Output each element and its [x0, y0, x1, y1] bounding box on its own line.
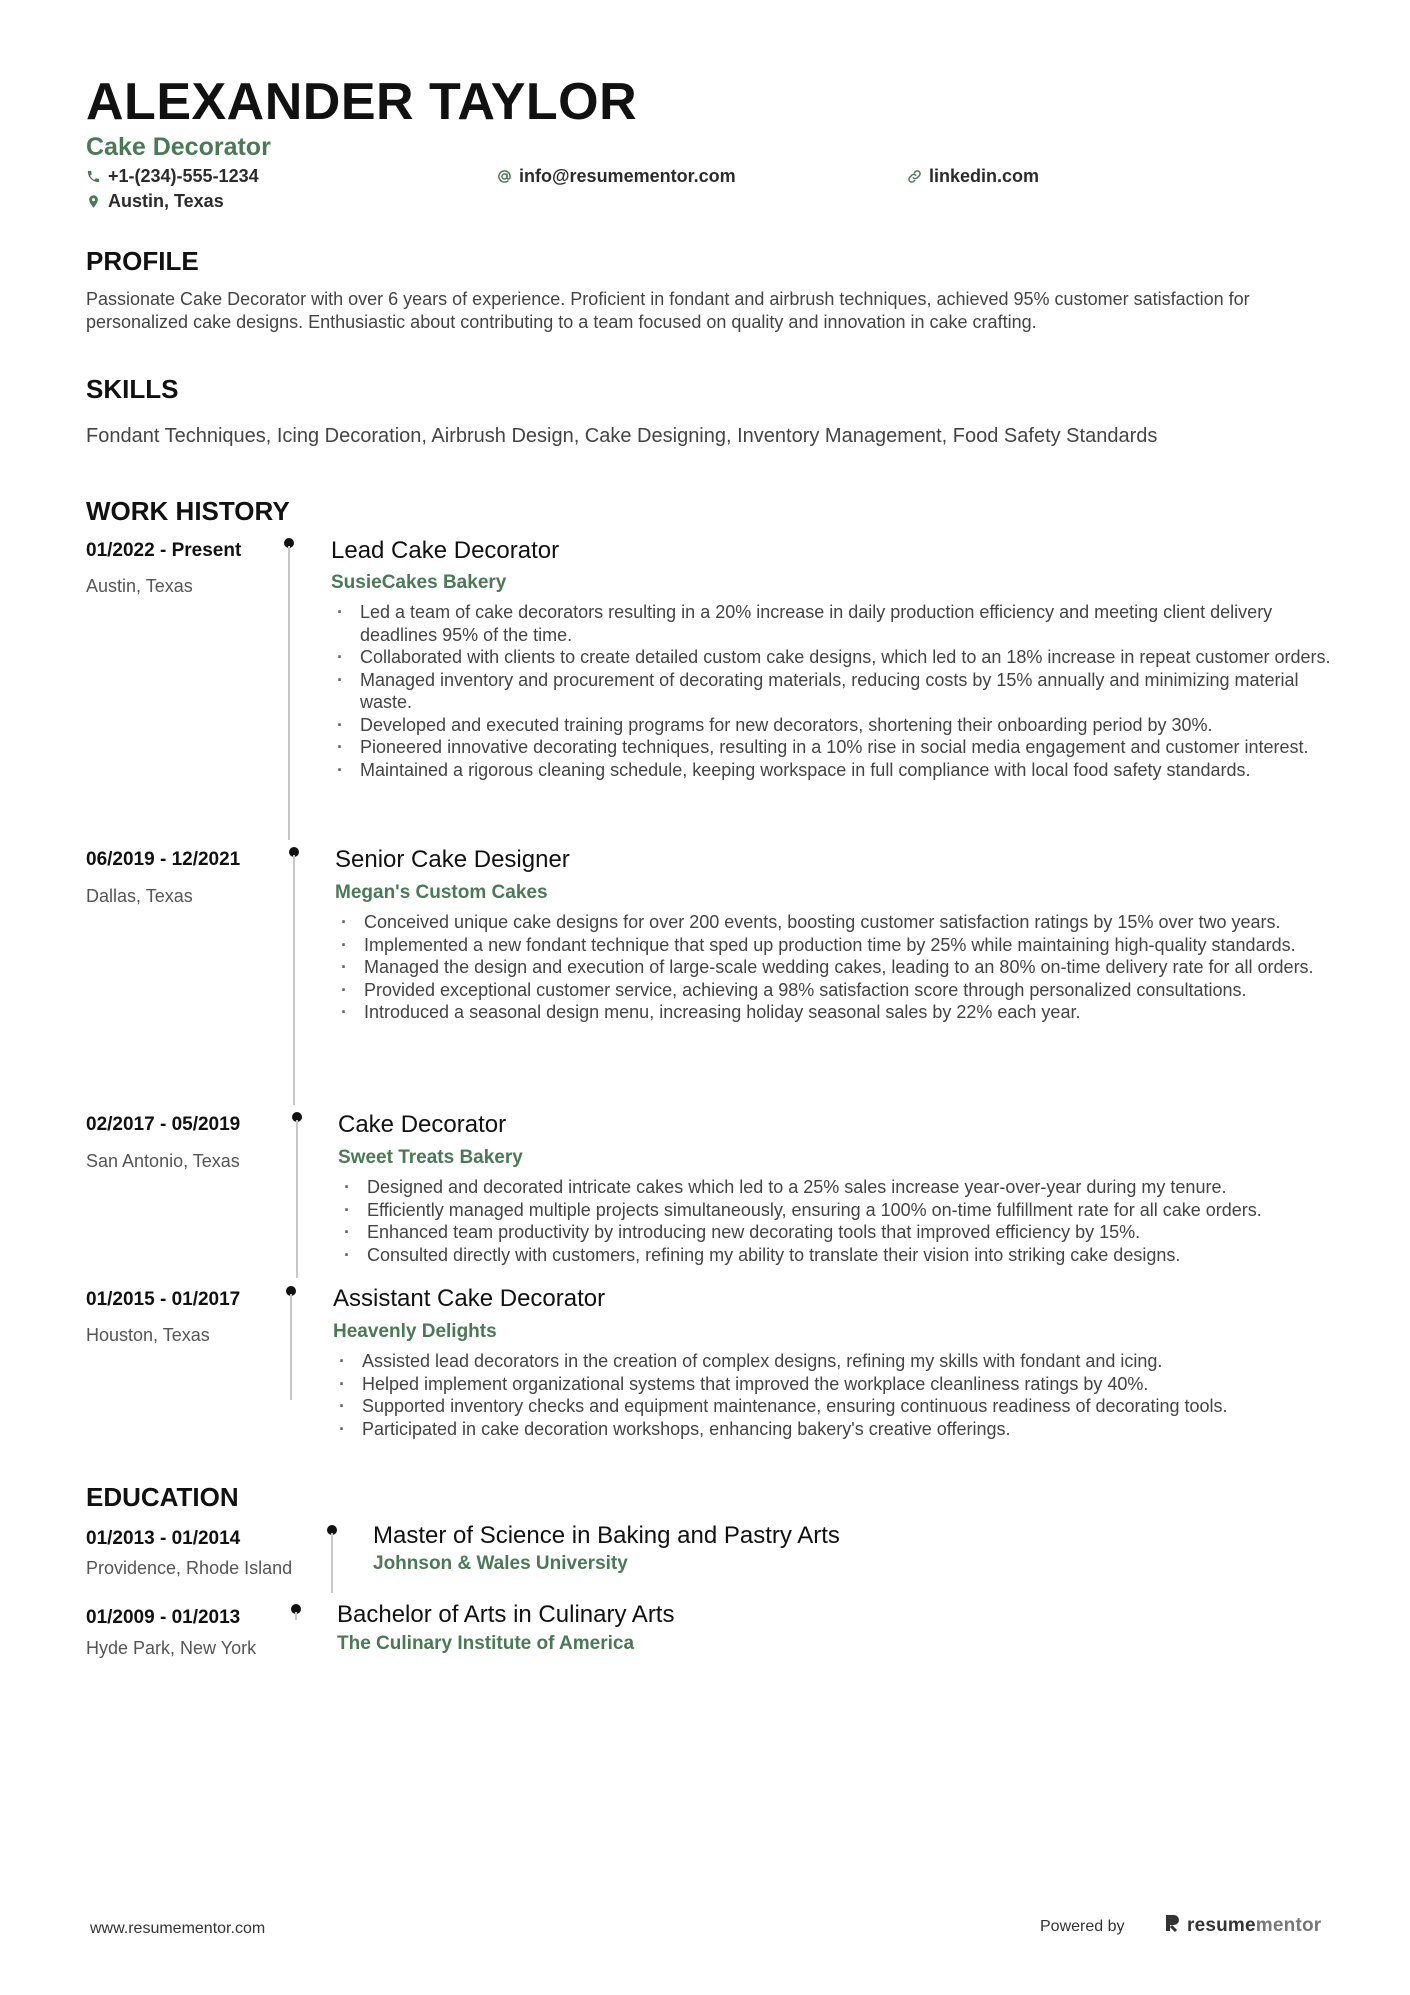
skills-heading: SKILLS — [86, 374, 179, 404]
education-dates: 01/2013 - 01/2014 — [86, 1528, 241, 1549]
contact-email — [497, 164, 736, 188]
profile-text: Passionate Cake Decorator with over 6 years of experience. Proficient in fondant and airbrush techniques, achieved 95% customer satisfaction for personalized cake designs. Enthusiastic about contributing to a team focused on quality and innovation in cake crafting. — [86, 289, 1250, 332]
job-bullet: · Efficiently managed multiple projects simultaneously, ensuring a 100% on-time fulfillment rate for all cake orders. — [340, 1199, 1350, 1222]
job-bullet: · Helped implement organizational systems that improved the workplace cleanliness ratings by 40%. — [335, 1373, 1345, 1396]
phone-icon — [86, 169, 101, 184]
job-bullet: · Participated in cake decoration workshops, enhancing bakery's creative offerings. — [335, 1418, 1345, 1441]
job-role: Senior Cake Designer — [335, 846, 570, 873]
contact-location — [86, 189, 224, 213]
job-bullet: · Supported inventory checks and equipment maintenance, ensuring continuous readiness of decorating tools. — [335, 1395, 1345, 1418]
job-bullet: · Enhanced team productivity by introducing new decorating tools that improved efficiency by 15%. — [340, 1221, 1350, 1244]
job-role: Assistant Cake Decorator — [333, 1285, 606, 1312]
job-location: Dallas, Texas — [86, 886, 193, 906]
job-bullet: · Consulted directly with customers, refining my ability to translate their vision into striking cake designs. — [340, 1244, 1350, 1267]
at-icon — [497, 169, 512, 184]
education-degree: Master of Science in Baking and Pastry Arts — [373, 1522, 840, 1549]
education-school: The Culinary Institute of America — [337, 1633, 635, 1654]
job-bullet: · Managed inventory and procurement of decorating materials, reducing costs by 15% annually and minimizing material waste. — [333, 669, 1343, 714]
footer-logo-accent: mentor — [1255, 1914, 1322, 1936]
job-dates: 02/2017 - 05/2019 — [86, 1114, 241, 1135]
candidate-name: ALEXANDER TAYLOR — [86, 73, 638, 131]
education-heading: EDUCATION — [86, 1482, 239, 1512]
job-company: Sweet Treats Bakery — [338, 1147, 523, 1168]
job-company: Heavenly Delights — [333, 1321, 497, 1342]
email-address: info@resumementor.com — [519, 166, 736, 186]
job-bullet: · Introduced a seasonal design menu, increasing holiday seasonal sales by 22% each year. — [337, 1001, 1347, 1024]
job-bullet: · Implemented a new fondant technique that sped up production time by 25% while maintaining high-quality standards. — [337, 934, 1347, 957]
job-bullet: · Provided exceptional customer service, achieving a 98% satisfaction score through personalized consultations. — [337, 979, 1347, 1002]
timeline-line — [290, 1294, 292, 1400]
job-location: San Antonio, Texas — [86, 1151, 240, 1171]
education-degree: Bachelor of Arts in Culinary Arts — [337, 1601, 675, 1628]
footer-logo-text — [1187, 1915, 1321, 1937]
skills-list: Fondant Techniques, Icing Decoration, Airbrush Design, Cake Designing, Inventory Management, Food Safety Standards — [86, 425, 1158, 447]
education-dates: 01/2009 - 01/2013 — [86, 1607, 241, 1628]
linkedin-url: linkedin.com — [929, 166, 1040, 186]
job-bullets — [335, 1350, 1345, 1440]
link-icon — [907, 169, 922, 184]
job-location: Austin, Texas — [86, 576, 193, 596]
job-company: Megan's Custom Cakes — [335, 882, 548, 903]
footer-website: www.resumementor.com — [90, 1920, 266, 1937]
candidate-title: Cake Decorator — [86, 133, 271, 161]
location-pin-icon — [86, 194, 101, 209]
job-bullet: · Designed and decorated intricate cakes which led to a 25% sales increase year-over-year during my tenure. — [340, 1176, 1350, 1199]
education-location: Hyde Park, New York — [86, 1638, 257, 1658]
footer-logo-main: resume — [1187, 1914, 1256, 1936]
location-text: Austin, Texas — [108, 191, 224, 211]
job-bullets — [337, 911, 1347, 1024]
job-bullet: · Developed and executed training programs for new decorators, shortening their onboarding period by 30%. — [333, 714, 1343, 737]
timeline-line — [296, 1120, 298, 1278]
job-location: Houston, Texas — [86, 1325, 210, 1345]
footer-logo — [1164, 1913, 1321, 1938]
work-history-heading: WORK HISTORY — [86, 496, 290, 526]
job-role: Lead Cake Decorator — [331, 537, 560, 564]
job-bullets — [333, 601, 1343, 781]
resumementor-logo-icon — [1164, 1913, 1181, 1938]
timeline-line — [293, 855, 295, 1105]
job-dates: 06/2019 - 12/2021 — [86, 849, 241, 870]
job-bullet: · Collaborated with clients to create detailed custom cake designs, which led to an 18% increase in repeat customer orders. — [333, 646, 1343, 669]
timeline-line — [295, 1612, 297, 1620]
education-location: Providence, Rhode Island — [86, 1558, 293, 1578]
job-bullet: · Managed the design and execution of large-scale wedding cakes, leading to an 80% on-time delivery rate for all orders. — [337, 956, 1347, 979]
timeline-line — [288, 546, 290, 840]
job-bullets — [340, 1176, 1350, 1266]
job-dates: 01/2015 - 01/2017 — [86, 1289, 241, 1310]
contact-phone — [86, 164, 259, 188]
job-dates: 01/2022 - Present — [86, 540, 242, 561]
job-bullet: · Pioneered innovative decorating techniques, resulting in a 10% rise in social media engagement and customer interest. — [333, 736, 1343, 759]
job-bullet: · Conceived unique cake designs for over 200 events, boosting customer satisfaction ratings by 15% over two years. — [337, 911, 1347, 934]
contact-linkedin — [907, 164, 1039, 188]
profile-heading: PROFILE — [86, 246, 199, 276]
footer-powered-by: Powered by — [1040, 1918, 1125, 1935]
job-company: SusieCakes Bakery — [331, 572, 507, 593]
job-bullet: · Led a team of cake decorators resulting in a 20% increase in daily production efficiency and meeting client delivery deadlines 95% of the time. — [333, 601, 1343, 646]
phone-number: +1-(234)-555-1234 — [108, 166, 259, 186]
education-school: Johnson & Wales University — [373, 1553, 628, 1574]
timeline-line — [331, 1533, 333, 1593]
job-bullet: · Assisted lead decorators in the creation of complex designs, refining my skills with fondant and icing. — [335, 1350, 1345, 1373]
job-bullet: · Maintained a rigorous cleaning schedule, keeping workspace in full compliance with local food safety standards. — [333, 759, 1343, 782]
job-role: Cake Decorator — [338, 1111, 507, 1138]
